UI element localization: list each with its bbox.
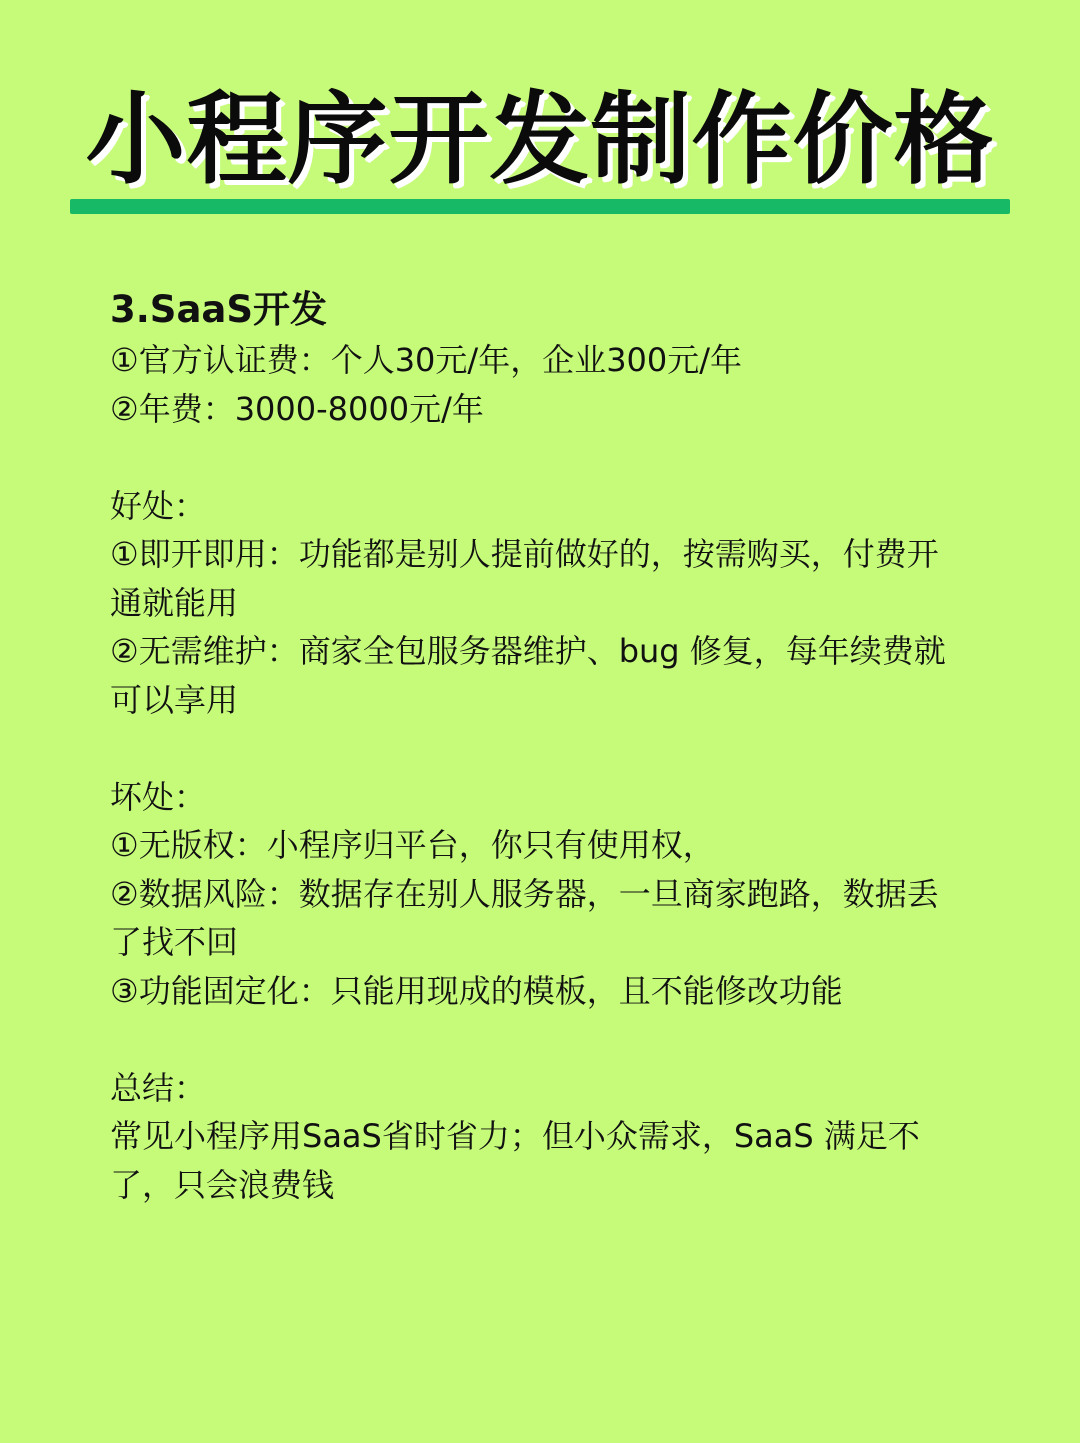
pros-item-1: ①即开即用：功能都是别人提前做好的，按需购买，付费开通就能用 bbox=[110, 535, 939, 622]
article-body bbox=[110, 284, 970, 1209]
cost-item-2: ②年费：3000-8000元/年 bbox=[110, 389, 484, 428]
summary-label: 总结： bbox=[110, 1068, 207, 1107]
cons-item-1: ①无版权：小程序归平台，你只有使用权， bbox=[110, 826, 715, 864]
spacer bbox=[110, 724, 970, 773]
summary-text: 常见小程序用SaaS省时省力；但小众需求，SaaS 满足不了，只会浪费钱 bbox=[110, 1117, 920, 1204]
pros-item-2: ②无需维护：商家全包服务器维护、bug 修复，每年续费就可以享用 bbox=[110, 632, 946, 719]
title-underline bbox=[70, 199, 1010, 214]
spacer bbox=[110, 1015, 970, 1064]
spacer bbox=[110, 433, 970, 482]
cons-item-2: ②数据风险：数据存在别人服务器，一旦商家跑路，数据丢了找不回 bbox=[110, 874, 939, 961]
title-block bbox=[70, 82, 1010, 214]
cons-item-3: ③功能固定化：只能用现成的模板，且不能修改功能 bbox=[110, 971, 843, 1010]
pros-label: 好处： bbox=[110, 486, 207, 525]
cons-label: 坏处： bbox=[110, 777, 207, 816]
page-title: 小程序开发制作价格 bbox=[85, 81, 995, 198]
section-heading: 3.SaaS开发 bbox=[110, 288, 328, 331]
cost-item-1: ①官方认证费：个人30元/年，企业300元/年 bbox=[110, 341, 743, 379]
